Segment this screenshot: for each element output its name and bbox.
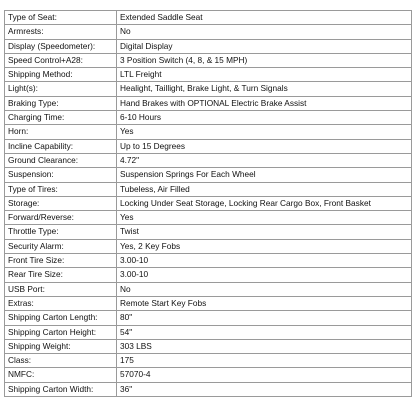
spec-label: Front Tire Size: bbox=[5, 254, 117, 268]
spec-value: 6-10 Hours bbox=[117, 111, 412, 125]
spec-label: Speed Control+A28: bbox=[5, 53, 117, 67]
spec-row bbox=[5, 382, 412, 396]
spec-row bbox=[5, 68, 412, 82]
spec-row bbox=[5, 368, 412, 382]
spec-value: Yes, 2 Key Fobs bbox=[117, 239, 412, 253]
spec-value: No bbox=[117, 25, 412, 39]
spec-value: Twist bbox=[117, 225, 412, 239]
spec-label: Storage: bbox=[5, 196, 117, 210]
spec-row bbox=[5, 196, 412, 210]
spec-label: Rear Tire Size: bbox=[5, 268, 117, 282]
spec-row bbox=[5, 39, 412, 53]
spec-label: Security Alarm: bbox=[5, 239, 117, 253]
spec-row bbox=[5, 296, 412, 310]
spec-label: Forward/Reverse: bbox=[5, 211, 117, 225]
spec-value: Tubeless, Air Filled bbox=[117, 182, 412, 196]
spec-label: Ground Clearance: bbox=[5, 153, 117, 167]
spec-label: Shipping Carton Height: bbox=[5, 325, 117, 339]
spec-value: 36" bbox=[117, 382, 412, 396]
spec-value: 3.00-10 bbox=[117, 254, 412, 268]
spec-row bbox=[5, 82, 412, 96]
spec-row bbox=[5, 311, 412, 325]
spec-label: Armrests: bbox=[5, 25, 117, 39]
spec-label: Horn: bbox=[5, 125, 117, 139]
spec-row bbox=[5, 225, 412, 239]
spec-row bbox=[5, 96, 412, 110]
spec-value: 80" bbox=[117, 311, 412, 325]
spec-label: Incline Capability: bbox=[5, 139, 117, 153]
spec-table bbox=[4, 10, 412, 397]
spec-value: Extended Saddle Seat bbox=[117, 11, 412, 25]
spec-label: Throttle Type: bbox=[5, 225, 117, 239]
spec-label: Shipping Carton Length: bbox=[5, 311, 117, 325]
spec-label: Shipping Method: bbox=[5, 68, 117, 82]
spec-label: Braking Type: bbox=[5, 96, 117, 110]
spec-row bbox=[5, 339, 412, 353]
spec-label: Suspension: bbox=[5, 168, 117, 182]
spec-row bbox=[5, 11, 412, 25]
spec-label: Type of Tires: bbox=[5, 182, 117, 196]
spec-value: 175 bbox=[117, 354, 412, 368]
spec-table-body bbox=[5, 11, 412, 397]
spec-value: Suspension Springs For Each Wheel bbox=[117, 168, 412, 182]
spec-row bbox=[5, 282, 412, 296]
spec-label: Display (Speedometer): bbox=[5, 39, 117, 53]
spec-row bbox=[5, 53, 412, 67]
spec-value: Healight, Taillight, Brake Light, & Turn Signals bbox=[117, 82, 412, 96]
spec-value: Yes bbox=[117, 211, 412, 225]
spec-value: Yes bbox=[117, 125, 412, 139]
spec-row bbox=[5, 111, 412, 125]
spec-value: Digital Display bbox=[117, 39, 412, 53]
spec-label: Class: bbox=[5, 354, 117, 368]
spec-row bbox=[5, 153, 412, 167]
spec-label: Shipping Carton Width: bbox=[5, 382, 117, 396]
spec-label: Charging Time: bbox=[5, 111, 117, 125]
spec-row bbox=[5, 139, 412, 153]
spec-label: Type of Seat: bbox=[5, 11, 117, 25]
spec-value: 54" bbox=[117, 325, 412, 339]
spec-label: NMFC: bbox=[5, 368, 117, 382]
spec-row bbox=[5, 125, 412, 139]
spec-row bbox=[5, 168, 412, 182]
spec-value: Locking Under Seat Storage, Locking Rear Cargo Box, Front Basket bbox=[117, 196, 412, 210]
spec-value: 4.72" bbox=[117, 153, 412, 167]
spec-value: Remote Start Key Fobs bbox=[117, 296, 412, 310]
spec-label: Light(s): bbox=[5, 82, 117, 96]
spec-label: Extras: bbox=[5, 296, 117, 310]
spec-value: 303 LBS bbox=[117, 339, 412, 353]
spec-row bbox=[5, 268, 412, 282]
spec-value: Up to 15 Degrees bbox=[117, 139, 412, 153]
spec-value: No bbox=[117, 282, 412, 296]
spec-row bbox=[5, 325, 412, 339]
spec-value: 3 Position Switch (4, 8, & 15 MPH) bbox=[117, 53, 412, 67]
spec-row bbox=[5, 354, 412, 368]
spec-row bbox=[5, 25, 412, 39]
spec-value: 3.00-10 bbox=[117, 268, 412, 282]
spec-row bbox=[5, 239, 412, 253]
spec-value: LTL Freight bbox=[117, 68, 412, 82]
spec-label: Shipping Weight: bbox=[5, 339, 117, 353]
spec-value: Hand Brakes with OPTIONAL Electric Brake Assist bbox=[117, 96, 412, 110]
spec-label: USB Port: bbox=[5, 282, 117, 296]
spec-row bbox=[5, 254, 412, 268]
spec-row bbox=[5, 211, 412, 225]
spec-row bbox=[5, 182, 412, 196]
spec-value: 57070-4 bbox=[117, 368, 412, 382]
